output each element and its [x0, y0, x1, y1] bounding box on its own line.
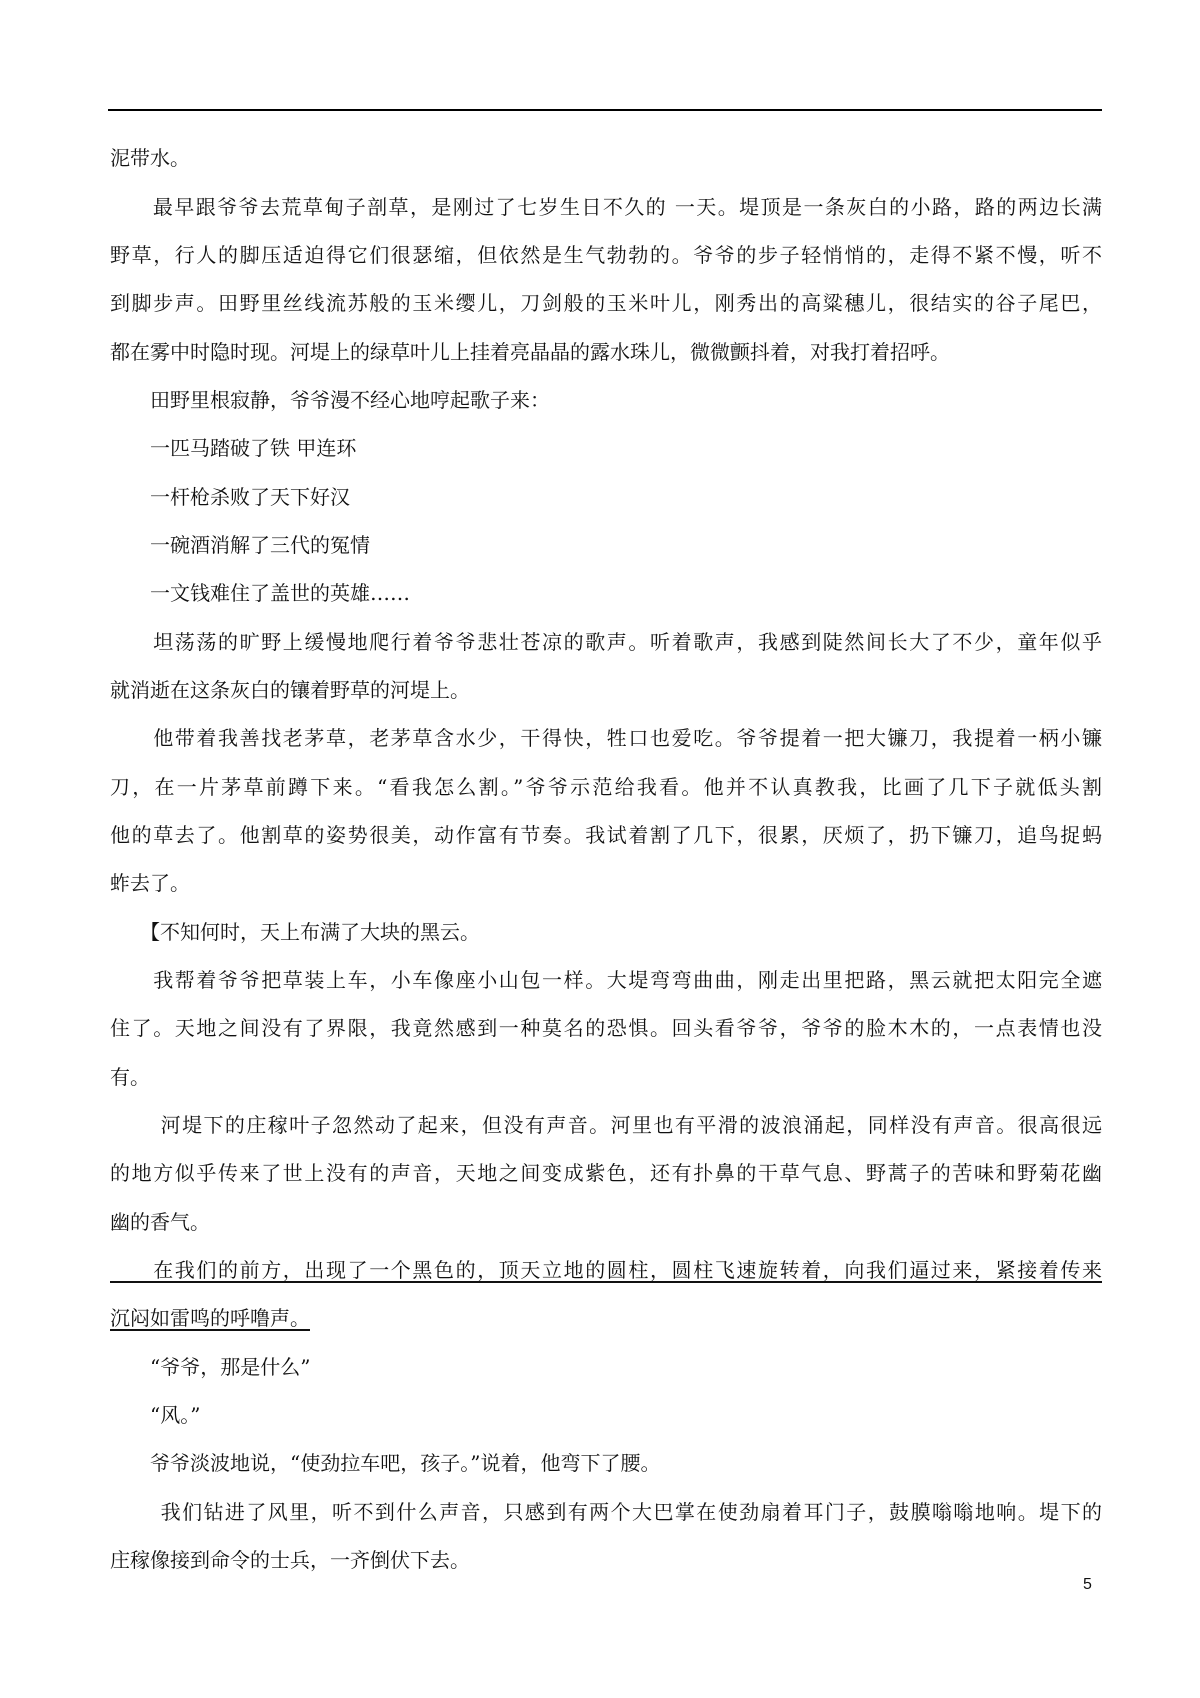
text-line: 田野里根寂静，爷爷漫不经心地哼起歌子来： [110, 388, 550, 412]
underlined-text-line: 沉闷如雷鸣的呼噜声。 [110, 1306, 310, 1330]
text-line: “风。” [110, 1403, 201, 1427]
text-line: 一杆枪杀败了天下好汉 [110, 485, 350, 509]
text-line: 泥带水。 [110, 146, 190, 170]
text-line: 都在雾中时隐时现。河堤上的绿草叶儿上挂着亮晶晶的露水珠儿，微微颤抖着，对我打着招呼。 [110, 340, 950, 364]
text-line: 我们钻进了风里，听不到什么声音，只感到有两个大巴掌在使劲扇着耳门子，鼓膜嗡嗡地响。堤下的 [110, 1500, 1102, 1524]
text-line: 庄稼像接到命令的士兵，一齐倒伏下去。 [110, 1548, 470, 1572]
text-line: 他带着我善找老茅草，老茅草含水少，干得快，牲口也爱吃。爷爷提着一把大镰刀，我提着一柄小镰 [110, 726, 1102, 750]
text-line: 就消逝在这条灰白的镶着野草的河堤上。 [110, 678, 470, 702]
page-number: 5 [1083, 1576, 1092, 1593]
text-line: 河堤下的庄稼叶子忽然动了起来，但没有声音。河里也有平滑的波浪涌起，同样没有声音。很高很远 [110, 1113, 1102, 1137]
text-line: 的地方似乎传来了世上没有的声音，天地之间变成紫色，还有扑鼻的干草气息、野蒿子的苦味和野菊花幽 [110, 1161, 1102, 1185]
text-line: “爷爷，那是什么” [110, 1355, 311, 1379]
underlined-text-line: 在我们的前方，出现了一个黑色的，顶天立地的圆柱，圆柱飞速旋转着，向我们逼过来，紧接着传来 [110, 1258, 1102, 1282]
text-line: 我帮着爷爷把草装上车，小车像座小山包一样。大堤弯弯曲曲，刚走出里把路，黑云就把太阳完全遮 [110, 968, 1102, 992]
text-line: 一文钱难住了盖世的英雄…… [110, 581, 410, 605]
text-line: 野草，行人的脚压适迫得它们很瑟缩，但依然是生气勃勃的。爷爷的步子轻悄悄的，走得不紧不慢，听不 [110, 243, 1102, 267]
text-line: 住了。天地之间没有了界限，我竟然感到一种莫名的恐惧。回头看爷爷，爷爷的脸木木的，一点表情也没 [110, 1016, 1102, 1040]
text-line: 一匹马踏破了铁 甲连环 [110, 436, 357, 460]
text-line: 最早跟爷爷去荒草甸子剖草，是刚过了七岁生日不久的 一天。堤顶是一条灰白的小路，路的两边长满 [110, 195, 1102, 219]
text-line: 蚱去了。 [110, 871, 190, 895]
header-rule [108, 109, 1102, 111]
text-line: 坦荡荡的旷野上缓慢地爬行着爷爷悲壮苍凉的歌声。听着歌声，我感到陡然间长大了不少，童年似乎 [110, 630, 1102, 654]
text-line: 刀，在一片茅草前蹲下来。“看我怎么割。”爷爷示范给我看。他并不认真教我，比画了几下子就低头割 [110, 775, 1102, 799]
text-line: 【不知何时，天上布满了大块的黑云。 [110, 920, 480, 944]
text-line: 一碗酒消解了三代的冤情 [110, 533, 370, 557]
text-line: 爷爷淡波地说，“使劲拉车吧，孩子。”说着，他弯下了腰。 [110, 1451, 661, 1475]
text-line: 有。 [110, 1065, 150, 1089]
text-line: 他的草去了。他割草的姿势很美，动作富有节奏。我试着割了几下，很累，厌烦了，扔下镰刀，追鸟捉蚂 [110, 823, 1102, 847]
text-line: 到脚步声。田野里丝线流苏般的玉米缨儿，刀剑般的玉米叶儿，刚秀出的高粱穗儿，很结实的谷子尾巴， [110, 291, 1102, 315]
text-line: 幽的香气。 [110, 1210, 210, 1234]
